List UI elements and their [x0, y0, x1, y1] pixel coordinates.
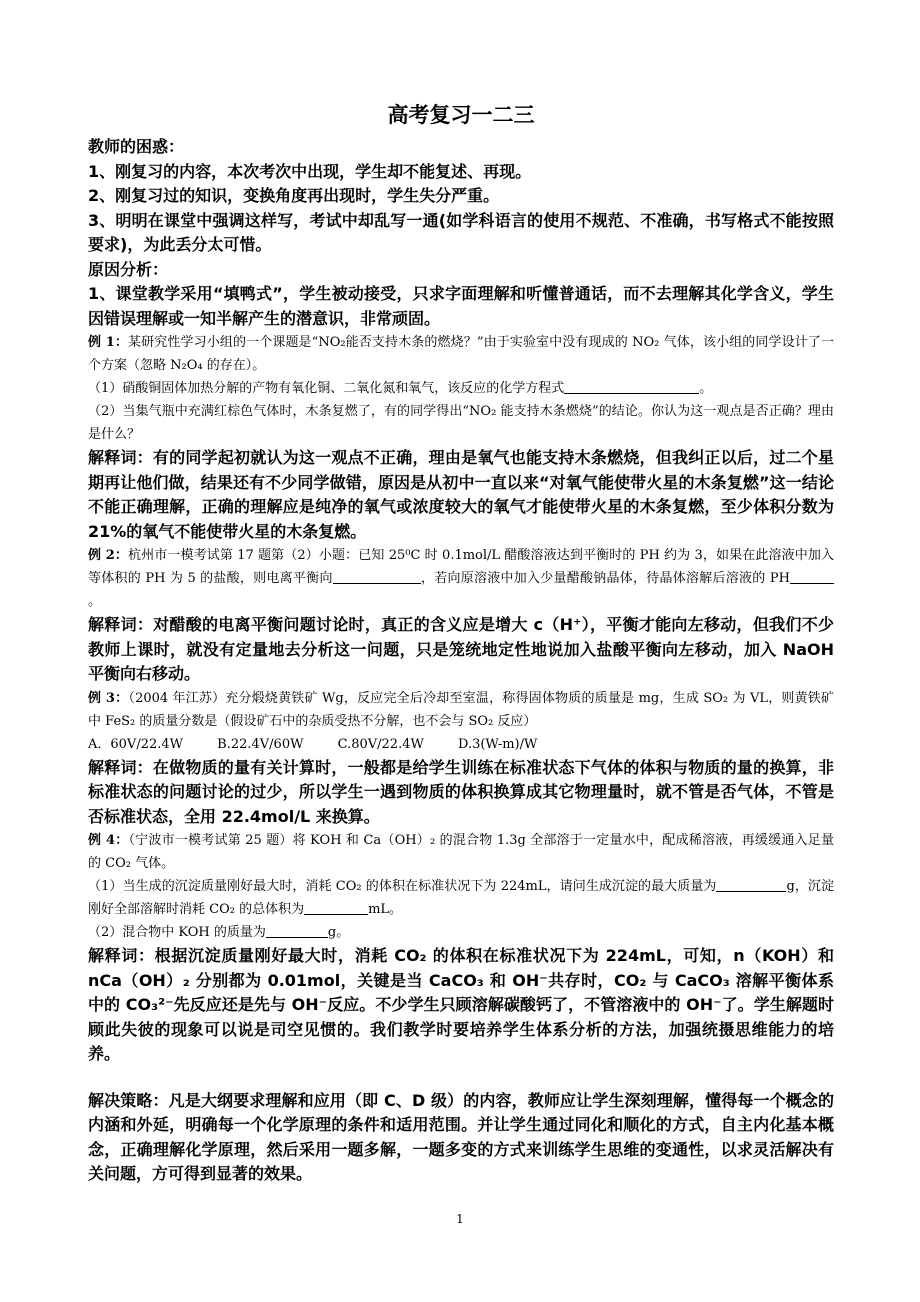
answer-blank: [790, 569, 834, 584]
example-1-question-1: （1）硝酸铜固体加热分解的产物有氧化铜、二氧化氮和氧气，该反应的化学方程式 。: [88, 381, 713, 396]
spacer: [88, 1067, 834, 1089]
example-3-label: 例 3：: [88, 690, 129, 706]
example-3-options: [88, 733, 834, 756]
page-title: 高考复习一二三: [387, 103, 535, 127]
answer-blank: [333, 569, 421, 584]
option-d: D.3(W-m)/W: [457, 736, 538, 752]
cause-item-1: 1、课堂教学采用“填鸭式”，学生被动接受，只求字面理解和听懂普通话，而不去理解其化学含义，学生因错误理解或一知半解产生的潜意识，非常顽固。: [88, 284, 834, 328]
confusion-item-3: 3、明明在课堂中强调这样写，考试中却乱写一通(如学科语言的使用不规范、不准确，书写格式不能按照要求)，为此丢分太可惜。: [88, 210, 834, 254]
example-2-label: 例 2：: [88, 548, 129, 563]
page-number: 1: [456, 1212, 464, 1226]
option-c: C.80V/22.4W: [337, 736, 424, 752]
example-1-explanation: 解释词：有的同学起初就认为这一观点不正确，理由是氧气也能支持木条燃烧，但我纠正以后，过二个星期再让他们做，结果还有不少同学做错，原因是从初中一直以来“对氧气能使带火星的木条复燃”这一结论不能正确理解，正确的理解应是纯净的氧气或浓度较大的氧气才能使带火星的木条复燃，至少体积分数为 21%的氧气不能使带火星的木条复燃。: [88, 448, 834, 541]
option-a: A．60V/22.4W: [88, 736, 184, 752]
example-2-explanation: 解释词：对醋酸的电离平衡问题讨论时，真正的含义应是增大 c（H⁺），平衡才能向左移动，但我们不少教师上课时，就没有定量地去分析这一问题，只是笼统地定性地说加入盐酸平衡向左移动，加入 NaOH 平衡向右移动。: [88, 615, 834, 683]
answer-blank: [304, 900, 368, 915]
option-b: B.22.4V/60W: [217, 736, 304, 752]
answer-blank: [266, 923, 328, 938]
confusion-item-2: 2、刚复习过的知识，变换角度再出现时，学生失分严重。: [88, 186, 500, 205]
example-1-text: 某研究性学习小组的一个课题是“NO₂能否支持木条的燃烧？”由于实验室中没有现成的 NO₂ 气体，该小组的同学设计了一个方案（忽略 N₂O₄ 的存在）。: [88, 335, 835, 373]
example-3-text: 例 3：（2004 年江苏）充分煅烧黄铁矿 Wg，反应完全后冷却至室温，称得固体物质的质量是 mg，生成 SO₂ 为 VL，则黄铁矿中 FeS₂ 的质量分数是（假设矿石中的杂质受热不分解，也不会与 SO₂ 反应）: [88, 690, 834, 729]
confusion-item-1: 1、刚复习的内容，本次考次中出现，学生却不能复述、再现。: [88, 161, 532, 181]
confusion-heading: 教师的困惑：: [88, 137, 185, 156]
answer-blank: [716, 877, 786, 892]
solution-strategy: 解决策略：凡是大纲要求理解和应用（即 C、D 级）的内容，教师应让学生深刻理解，懂得每一个概念的内涵和外延，明确每一个化学原理的条件和适用范围。并让学生通过同化和顺化的方式，自主内化基本概念，正确理解化学原理，然后采用一题多解，一题多变的方式来训练学生思维的变通性，以求灵活解决有关问题，方可得到显著的效果。: [88, 1090, 834, 1183]
answer-blank: [564, 379, 699, 394]
example-2-text: 例 2：杭州市一模考试第 17 题第（2）小题：已知 25⁰C 时 0.1mol/L 醋酸溶液达到平衡时的 PH 约为 3，如果在此溶液中加入等体积的 PH 为 5 的盐酸，则电离平衡向 ，若向原溶液中加入少量醋酸钠晶体，待晶体溶解后溶液的 PH。: [88, 548, 834, 609]
example-4-label: 例 4：: [88, 833, 129, 848]
example-1-label: 例 1：: [88, 335, 129, 350]
example-1-intro: [88, 331, 834, 377]
example-1-question-2: （2）当集气瓶中充满红棕色气体时，木条复燃了，有的同学得出“NO₂ 能支持木条燃烧”的结论。你认为这一观点是否正确？理由是什么？: [88, 404, 834, 442]
document-page: [88, 100, 834, 1187]
example-4-question-1: （1）当生成的沉淀质量刚好最大时，消耗 CO₂ 的体积在标准状况下为 224mL，请问生成沉淀的最大质量为 g，沉淀刚好全部溶解时消耗 CO₂ 的总体积为 mL。: [88, 879, 834, 917]
cause-heading: 原因分析：: [88, 259, 169, 279]
example-4-explanation: 解释词：根据沉淀质量刚好最大时，消耗 CO₂ 的体积在标准状况下为 224mL，可知，n（KOH）和 nCa（OH）₂ 分别都为 0.01mol，关键是当 CaCO₃ 和 OH⁻共存时，CO₂ 与 CaCO₃ 溶解平衡体系中的 CO₃²⁻先反应还是先与 OH⁻反应。不少学生只顾溶解碳酸钙了，不管溶液中的 OH⁻了。学生解题时顾此失彼的现象可以说是司空见惯的。我们教学时要培养学生体系分析的方法，加强统摄思维能力的培养。: [88, 946, 834, 1063]
example-4-text: 例 4：（宁波市一模考试第 25 题）将 KOH 和 Ca（OH）₂ 的混合物 1.3g 全部溶于一定量水中，配成稀溶液，再缓缓通入足量的 CO₂ 气体。: [88, 833, 834, 871]
example-4-question-2: （2）混合物中 KOH 的质量为 g。: [88, 925, 350, 940]
example-3-explanation: 解释词：在做物质的量有关计算时，一般都是给学生训练在标准状态下气体的体积与物质的量的换算，非标准状态的问题讨论的过少，所以学生一遇到物质的体积换算成其它物理量时，就不管是否气体，不管是否标准状态，全用 22.4mol/L 来换算。: [88, 757, 834, 826]
